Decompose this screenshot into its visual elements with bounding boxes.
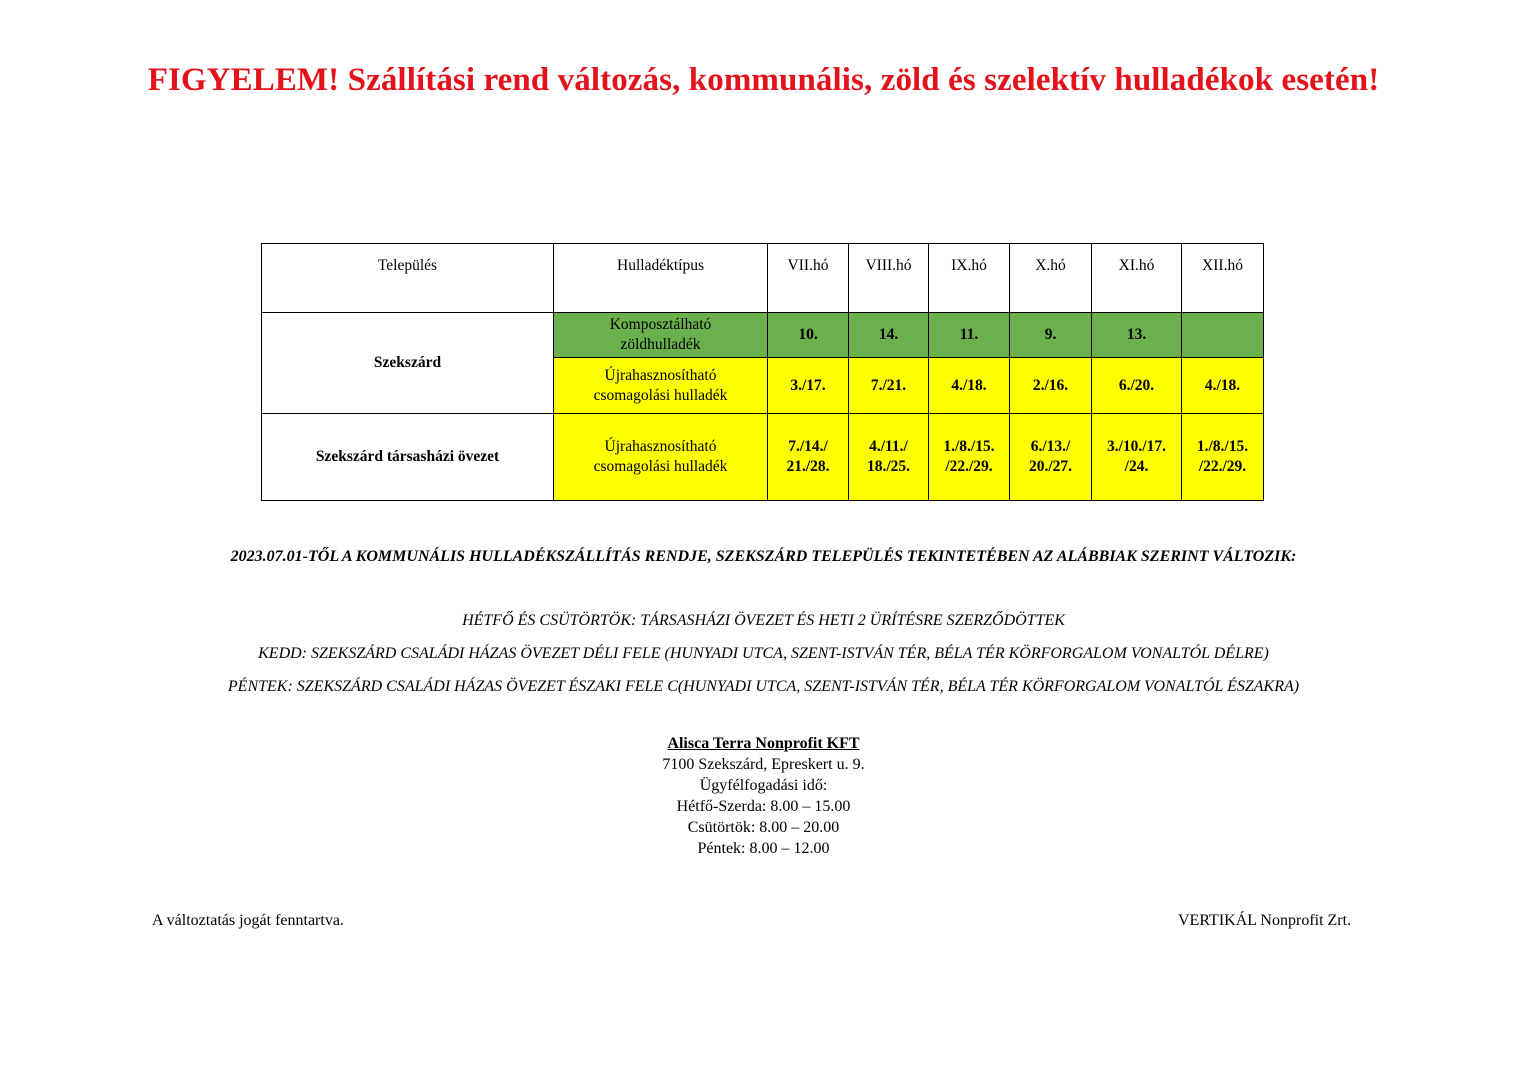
disclaimer-text: A változtatás jogát fenntartva. (152, 912, 344, 929)
date-value: 6./13./ (1030, 438, 1071, 455)
waste-type-cell (554, 358, 768, 414)
office-hours-title: Ügyfélfogadási idő: (699, 777, 828, 794)
date-value: 2./16. (1032, 376, 1069, 394)
table-row (262, 414, 1264, 501)
date-value: 7./14./ (788, 438, 828, 455)
column-header-settlement: Település (262, 244, 554, 313)
date-cell (1010, 358, 1092, 414)
waste-type-line: Komposztálható (609, 316, 712, 333)
company-name: Alisca Terra Nonprofit KFT (667, 735, 860, 752)
date-value: 18./25. (866, 458, 911, 475)
waste-type-cell (554, 313, 768, 358)
date-cell (1092, 313, 1182, 358)
column-header-month: IX.hó (929, 244, 1010, 313)
date-value: 21./28. (786, 458, 830, 475)
date-cell (1092, 358, 1182, 414)
date-value: 4./18. (1204, 376, 1241, 394)
date-cell (768, 358, 849, 414)
date-cell (1010, 313, 1092, 358)
date-cell (929, 313, 1010, 358)
contact-block (0, 733, 1527, 859)
date-value: 20./27. (1028, 458, 1073, 475)
date-value: 4./18. (951, 376, 987, 394)
date-value: /24. (1124, 458, 1149, 475)
date-value: /22./29. (1198, 458, 1247, 475)
column-header-month: VII.hó (768, 244, 849, 313)
date-value: 6./20. (1118, 376, 1155, 394)
date-cell (1182, 414, 1264, 501)
date-cell (1182, 313, 1264, 358)
settlement-cell (262, 414, 554, 501)
office-hours-line: Hétfő-Szerda: 8.00 – 15.00 (676, 798, 851, 815)
company-address: 7100 Szekszárd, Epreskert u. 9. (662, 756, 865, 773)
issuer-name: VERTIKÁL Nonprofit Zrt. (1178, 912, 1352, 929)
date-value: 7./21. (870, 376, 907, 394)
waste-type-line: Újrahasznosítható (604, 366, 717, 384)
date-value: 11. (959, 326, 979, 343)
column-header-month: VIII.hó (849, 244, 929, 313)
settlement-cell (262, 313, 554, 414)
waste-type-cell (554, 414, 768, 501)
date-value: 3./10./17. (1107, 438, 1166, 455)
column-header-month: XI.hó (1092, 244, 1182, 313)
column-header-month: XII.hó (1182, 244, 1264, 313)
date-value: 14. (878, 326, 899, 343)
waste-type-line: csomagolási hulladék (593, 458, 728, 475)
waste-type-line: Újrahasznosítható (604, 438, 717, 455)
date-value: 13. (1126, 326, 1147, 343)
date-value: 9. (1044, 326, 1057, 343)
office-hours-line: Péntek: 8.00 – 12.00 (697, 840, 830, 857)
date-cell (929, 358, 1010, 414)
notice-line: KEDD: SZEKSZÁRD CSALÁDI HÁZAS ÖVEZET DÉLI FELE (HUNYADI UTCA, SZENT-ISTVÁN TÉR, BÉLA TÉR KÖRFORGALOM VONALTÓL DÉLRE) (258, 645, 1269, 662)
date-cell (1182, 358, 1264, 414)
date-value: 1./8./15. (943, 438, 995, 455)
date-cell (849, 358, 929, 414)
table-row (262, 313, 1264, 358)
waste-type-line: csomagolási hulladék (593, 386, 728, 404)
date-cell (768, 414, 849, 501)
date-cell (929, 414, 1010, 501)
date-cell (849, 414, 929, 501)
settlement-label: Szekszárd (373, 354, 442, 371)
date-cell (1092, 414, 1182, 501)
date-value: 4./11./ (869, 438, 908, 455)
date-cell (849, 313, 929, 358)
column-header-waste-type: Hulladéktípus (554, 244, 768, 313)
date-value: 10. (798, 326, 818, 343)
column-header-month: X.hó (1010, 244, 1092, 313)
settlement-label: Szekszárd társasházi övezet (315, 448, 500, 465)
office-hours-line: Csütörtök: 8.00 – 20.00 (687, 819, 840, 836)
notice-line: PÉNTEK: SZEKSZÁRD CSALÁDI HÁZAS ÖVEZET ÉSZAKI FELE C(HUNYADI UTCA, SZENT-ISTVÁN TÉR, BÉLA TÉR KÖRFORGALOM VONALTÓL ÉSZAKRA) (227, 678, 1300, 695)
table-header-row (262, 244, 1264, 313)
date-cell (768, 313, 849, 358)
date-cell (1010, 414, 1092, 501)
date-value: 3./17. (790, 376, 826, 394)
date-value: 1./8./15. (1196, 438, 1249, 455)
notice-line: HÉTFŐ ÉS CSÜTÖRTÖK: TÁRSASHÁZI ÖVEZET ÉS HETI 2 ÜRÍTÉSRE SZERZŐDÖTTEK (462, 612, 1065, 629)
notice-heading: 2023.07.01-TŐL A KOMMUNÁLIS HULLADÉKSZÁLLÍTÁS RENDJE, SZEKSZÁRD TELEPÜLÉS TEKINTETÉBEN AZ ALÁBBIAK SZERINT VÁLTOZIK: (230, 548, 1297, 565)
waste-type-line: zöldhulladék (620, 336, 701, 353)
schedule-table (261, 243, 1264, 501)
page-title: FIGYELEM! Szállítási rend változás, kommunális, zöld és szelektív hulladékok esetén! (147, 62, 1380, 98)
date-value: /22./29. (945, 458, 993, 475)
